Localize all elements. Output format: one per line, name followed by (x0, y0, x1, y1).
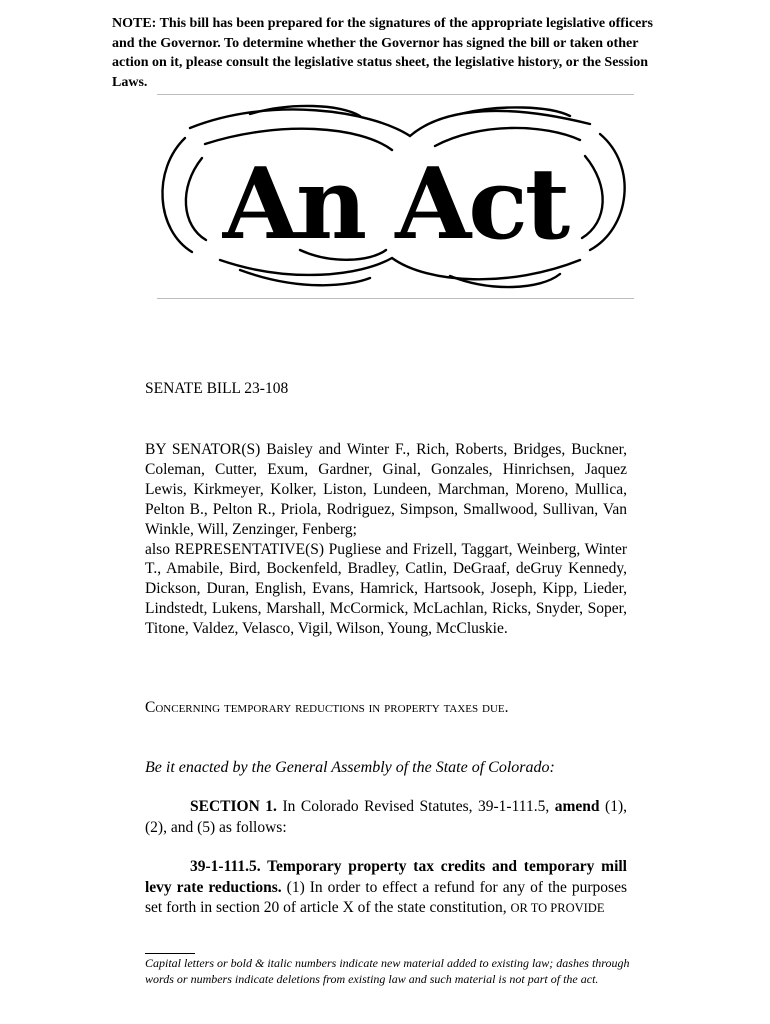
statute-paragraph (145, 857, 627, 919)
an-act-title: An Act (222, 147, 568, 262)
statute-new-text: OR TO PROVIDE (510, 901, 605, 915)
top-divider (157, 94, 634, 95)
an-act-flourish (160, 100, 630, 295)
section-1-heading: SECTION 1. (190, 798, 277, 815)
footnote-rule (145, 953, 195, 954)
bottom-divider (157, 298, 634, 299)
amend-keyword: amend (554, 798, 600, 815)
bill-number: SENATE BILL 23-108 (145, 380, 289, 397)
senate-sponsors: BY SENATOR(S) Baisley and Winter F., Rich, Roberts, Bridges, Buckner, Coleman, Cutter, Exum, Gardner, Ginal, Gonzales, Hinrichsen, Jaquez Lewis, Kirkmeyer, Kolker, Liston, Lundeen, Marchman, Moreno, Mullica, Pelton B., Pelton R., Priola, Rodriguez, Simpson, Smallwood, Sullivan, Van Winkle, Will, Zenzinger, Fenberg; (145, 441, 627, 538)
an-act-banner (160, 100, 630, 295)
section-1-text: In Colorado Revised Statutes, 39-1-111.5, (276, 798, 555, 815)
legislative-note: NOTE: This bill has been prepared for the signatures of the appropriate legislative officers and the Governor. To determine whether the Governor has signed the bill or taken other action on it, please consult the legislative status sheet, the legislative history, or the Session Laws. (112, 16, 653, 90)
house-sponsors: also REPRESENTATIVE(S) Pugliese and Frizell, Taggart, Weinberg, Winter T., Amabile, Bird, Bockenfeld, Bradley, Catlin, DeGraaf, deGruy Kennedy, Dickson, Duran, English, Evans, Hamrick, Hartsook, Joseph, Kipp, Lieder, Lindstedt, Lukens, Marshall, McCormick, McLachlan, Ricks, Snyder, Soper, Titone, Valdez, Velasco, Vigil, Wilson, Young, McCluskie. (145, 540, 627, 638)
section-1-paragraph (145, 797, 627, 838)
section-1-text-2: (1), (2), and (5) as follows: (145, 798, 627, 836)
statute-heading: 39-1-111.5. Temporary property tax credits and temporary mill levy rate reductions. (145, 858, 627, 896)
bill-title: Concerning temporary reductions in property taxes due. (145, 699, 509, 716)
sponsors-block (145, 440, 627, 639)
footnote: Capital letters or bold & italic numbers indicate new material added to existing law; dashes through words or numbers indicate deletions from existing law and such material is not part of the act. (145, 956, 630, 986)
statute-text: (1) In order to effect a refund for any of the purposes set forth in section 20 of article X of the state constitution, (145, 878, 627, 916)
enacting-clause: Be it enacted by the General Assembly of the State of Colorado: (145, 759, 555, 776)
